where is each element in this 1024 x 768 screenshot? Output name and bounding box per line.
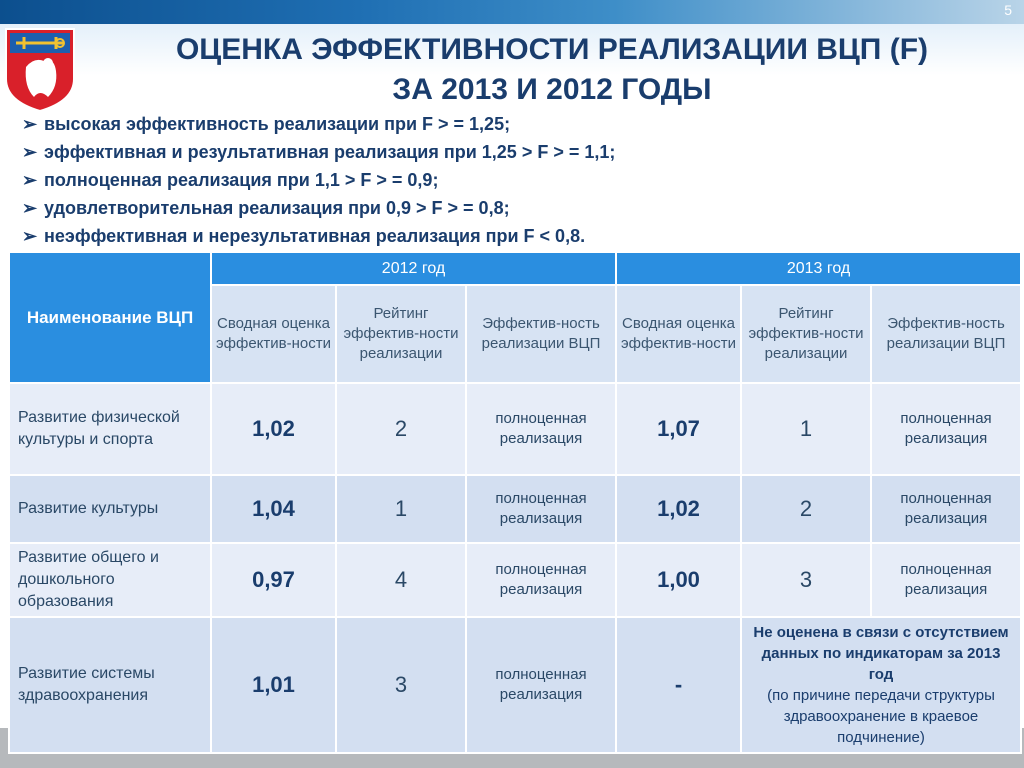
- arrow-bullet-icon: ➢: [22, 225, 38, 246]
- arrow-bullet-icon: ➢: [22, 113, 38, 134]
- criterion-item: ➢ удовлетворительная реализация при 0,9 > F > = 0,8;: [22, 197, 510, 218]
- arrow-bullet-icon: ➢: [22, 141, 38, 162]
- rank-2013: 1: [741, 383, 871, 475]
- header-year-2013: 2013 год: [616, 252, 1021, 285]
- eff-2012: полноценная реализация: [466, 475, 616, 543]
- score-2012: 1,01: [211, 617, 336, 753]
- score-2013: -: [616, 617, 741, 753]
- subheader-eff-2012: Эффектив-ность реализации ВЦП: [466, 285, 616, 383]
- rank-2013: 3: [741, 543, 871, 617]
- subheader-score-2013: Сводная оценка эффектив-ности: [616, 285, 741, 383]
- coat-of-arms-icon: [4, 27, 76, 113]
- criterion-item: ➢ эффективная и результативная реализация при 1,25 > F > = 1,1;: [22, 141, 616, 162]
- score-2013: 1,02: [616, 475, 741, 543]
- arrow-bullet-icon: ➢: [22, 197, 38, 218]
- table-row: [9, 617, 1021, 753]
- criterion-item: ➢ неэффективная и нерезультативная реализация при F < 0,8.: [22, 225, 586, 246]
- arrow-bullet-icon: ➢: [22, 169, 38, 190]
- note-normal: (по причине передачи структуры здравоохранение в краевое подчинение): [767, 687, 995, 746]
- eff-2012: полноценная реализация: [466, 383, 616, 475]
- top-bar: [0, 0, 1024, 24]
- eff-2013: полноценная реализация: [871, 475, 1021, 543]
- criteria-list: [22, 110, 1012, 250]
- subheader-rank-2012: Рейтинг эффектив-ности реализации: [336, 285, 466, 383]
- header-year-2012: 2012 год: [211, 252, 616, 285]
- program-name: Развитие культуры: [9, 475, 211, 543]
- eff-2012: полноценная реализация: [466, 543, 616, 617]
- eff-2013: полноценная реализация: [871, 543, 1021, 617]
- rank-2012: 1: [336, 475, 466, 543]
- criterion-item: ➢ высокая эффективность реализации при F > = 1,25;: [22, 113, 511, 134]
- rank-2012: 2: [336, 383, 466, 475]
- program-name: Развитие общего и дошкольного образования: [9, 543, 211, 617]
- slide-title: [80, 30, 1024, 110]
- title-line-1: ОЦЕНКА ЭФФЕКТИВНОСТИ РЕАЛИЗАЦИИ ВЦП (F): [175, 33, 929, 66]
- title-line-2: ЗА 2013 И 2012 ГОДЫ: [392, 73, 712, 106]
- criterion-item: ➢ полноценная реализация при 1,1 > F > = 0,9;: [22, 169, 439, 190]
- evaluation-table: [8, 251, 1022, 754]
- table-row: [9, 543, 1021, 617]
- table-row: [9, 475, 1021, 543]
- rank-2013: 2: [741, 475, 871, 543]
- score-2012: 0,97: [211, 543, 336, 617]
- subheader-eff-2013: Эффектив-ность реализации ВЦП: [871, 285, 1021, 383]
- score-2013: 1,00: [616, 543, 741, 617]
- not-evaluated-note: [741, 617, 1021, 753]
- header-name: Наименование ВЦП: [9, 252, 211, 383]
- subheader-score-2012: Сводная оценка эффектив-ности: [211, 285, 336, 383]
- score-2012: 1,02: [211, 383, 336, 475]
- program-name: Развитие системы здравоохранения: [9, 617, 211, 753]
- score-2012: 1,04: [211, 475, 336, 543]
- program-name: Развитие физической культуры и спорта: [9, 383, 211, 475]
- eff-2013: полноценная реализация: [871, 383, 1021, 475]
- rank-2012: 4: [336, 543, 466, 617]
- table-row: [9, 383, 1021, 475]
- rank-2012: 3: [336, 617, 466, 753]
- score-2013: 1,07: [616, 383, 741, 475]
- subheader-rank-2013: Рейтинг эффектив-ности реализации: [741, 285, 871, 383]
- eff-2012: полноценная реализация: [466, 617, 616, 753]
- page-number: 5: [1004, 2, 1012, 18]
- note-bold: Не оценена в связи с отсутствием данных по индикаторам за 2013 год: [753, 624, 1009, 683]
